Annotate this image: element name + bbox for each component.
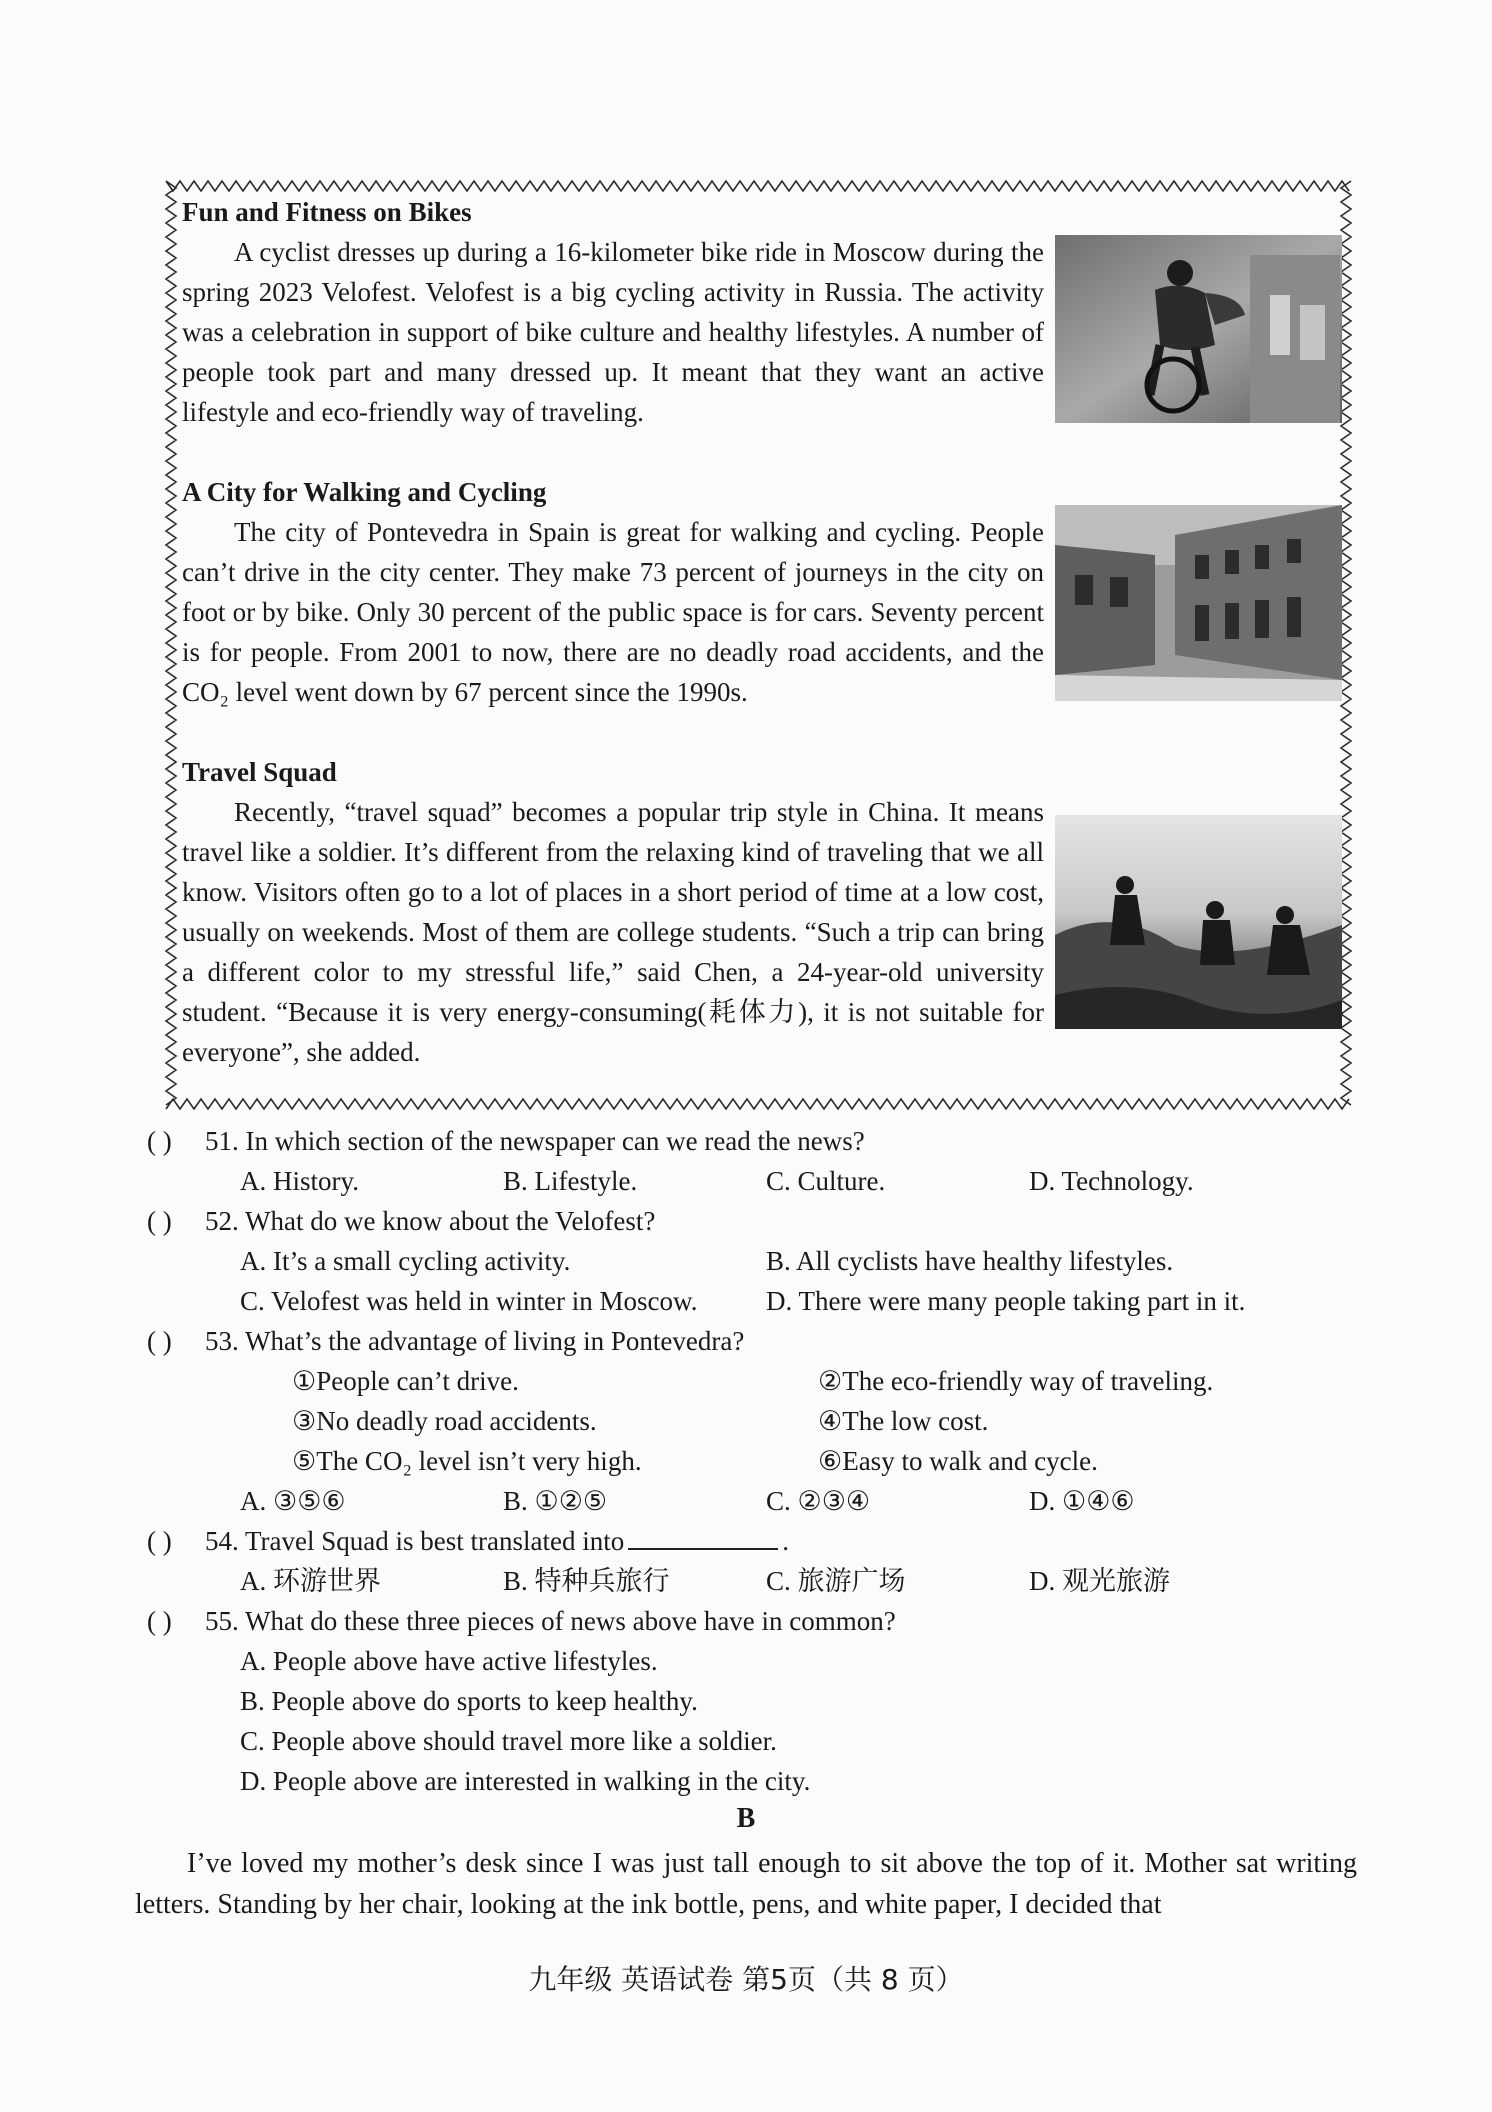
q51-stem: 51. In which section of the newspaper can we read the news? [205,1126,865,1156]
q54-option-a[interactable]: A. 环游世界 [240,1566,381,1596]
section-b-title: B [736,1803,756,1834]
headline-pontevedra: A City for Walking and Cycling [182,477,547,507]
q54-stem-end: . [782,1526,789,1556]
question-53 [147,1321,1367,1361]
question-54 [147,1521,1367,1561]
hikers-photo [1055,815,1342,1029]
q53-stem: 53. What’s the advantage of living in Pontevedra? [205,1326,745,1356]
body-bikes: A cyclist dresses up during a 16-kilometer bike ride in Moscow during the spring 2023 Velofest. Velofest is a big cycling activity in Russia. The activity was a celebration in support of bike culture and healthy lifestyles. A number of people took part and many dressed up. It meant that they want an active lifestyle and eco-friendly way of traveling. [182,237,1044,427]
q51-option-d[interactable]: D. Technology. [1029,1166,1194,1196]
q53-option-c[interactable]: C. ②③④ [766,1486,871,1516]
news-frame [160,175,1357,1115]
question-52 [147,1201,1367,1241]
news-item-pontevedra [182,472,1044,712]
q54-stem: 54. Travel Squad is best translated into [205,1526,625,1556]
q53-option-a[interactable]: A. ③⑤⑥ [240,1486,346,1516]
q52-option-d[interactable]: D. There were many people taking part in it. [766,1286,1246,1316]
q54-option-d[interactable]: D. 观光旅游 [1029,1566,1170,1596]
q54-option-c[interactable]: C. 旅游广场 [766,1566,906,1596]
q53-item-6: ⑥Easy to walk and cycle. [818,1446,1098,1476]
news-item-travel-squad [182,752,1044,1072]
page-footer: 九年级 英语试卷 第5页（共 8 页） [528,1963,964,1996]
q55-option-c[interactable]: C. People above should travel more like a soldier. [240,1726,777,1756]
q54-blank[interactable] [628,1548,778,1550]
question-55 [147,1601,1367,1641]
q52-stem: 52. What do we know about the Velofest? [205,1206,656,1236]
answer-bracket[interactable]: ( ) [147,1206,172,1236]
answer-bracket[interactable]: ( ) [147,1606,172,1636]
q53-item-2: ②The eco-friendly way of traveling. [818,1366,1214,1396]
q55-option-a[interactable]: A. People above have active lifestyles. [240,1646,658,1676]
question-51 [147,1121,1367,1161]
headline-bikes: Fun and Fitness on Bikes [182,197,472,227]
q53-item-5: ⑤The CO₂ level isn’t very high. [292,1446,642,1476]
q52-option-b[interactable]: B. All cyclists have healthy lifestyles. [766,1246,1174,1276]
cyclist-photo [1055,235,1342,423]
answer-bracket[interactable]: ( ) [147,1526,172,1556]
q55-option-b[interactable]: B. People above do sports to keep healthy. [240,1686,698,1716]
q53-item-3: ③No deadly road accidents. [292,1406,597,1436]
answer-bracket[interactable]: ( ) [147,1126,172,1156]
answer-bracket[interactable]: ( ) [147,1326,172,1356]
q52-option-c[interactable]: C. Velofest was held in winter in Moscow. [240,1286,698,1316]
body-travel-squad: Recently, “travel squad” becomes a popular trip style in China. It means travel like a soldier. It’s different from the relaxing kind of traveling that we all know. Visitors often go to a lot of places in a short period of time at a low cost, usually on weekends. Most of them are college students. “Such a trip can bring a different color to my stressful life,” said Chen, a 24-year-old university student. “Because it is very energy-consuming(耗体力), it is not suitable for everyone”, she added. [182,797,1044,1067]
headline-travel-squad: Travel Squad [182,757,337,787]
q51-option-b[interactable]: B. Lifestyle. [503,1166,638,1196]
section-b-passage: I’ve loved my mother’s desk since I was just tall enough to sit above the top of it. Mother sat writing letters. Standing by her chair, looking at the ink bottle, pens, and white paper, I decided that [135,1848,1357,1920]
q54-option-b[interactable]: B. 特种兵旅行 [503,1566,670,1596]
q51-option-a[interactable]: A. History. [240,1166,359,1196]
q53-item-4: ④The low cost. [818,1406,989,1436]
q53-item-1: ①People can’t drive. [292,1366,519,1396]
q51-option-c[interactable]: C. Culture. [766,1166,886,1196]
q52-option-a[interactable]: A. It’s a small cycling activity. [240,1246,571,1276]
q53-option-b[interactable]: B. ①②⑤ [503,1486,608,1516]
q55-stem: 55. What do these three pieces of news above have in common? [205,1606,896,1636]
street-photo [1055,505,1342,701]
news-item-bikes [182,192,1044,432]
body-pontevedra: The city of Pontevedra in Spain is great for walking and cycling. People can’t drive in the city center. They make 73 percent of journeys in the city on foot or by bike. Only 30 percent of the public space is for cars. Seventy percent is for people. From 2001 to now, there are no deadly road accidents, and the CO₂ level went down by 67 percent since the 1990s. [182,517,1044,707]
q55-option-d[interactable]: D. People above are interested in walking in the city. [240,1766,811,1796]
q53-option-d[interactable]: D. ①④⑥ [1029,1486,1135,1516]
